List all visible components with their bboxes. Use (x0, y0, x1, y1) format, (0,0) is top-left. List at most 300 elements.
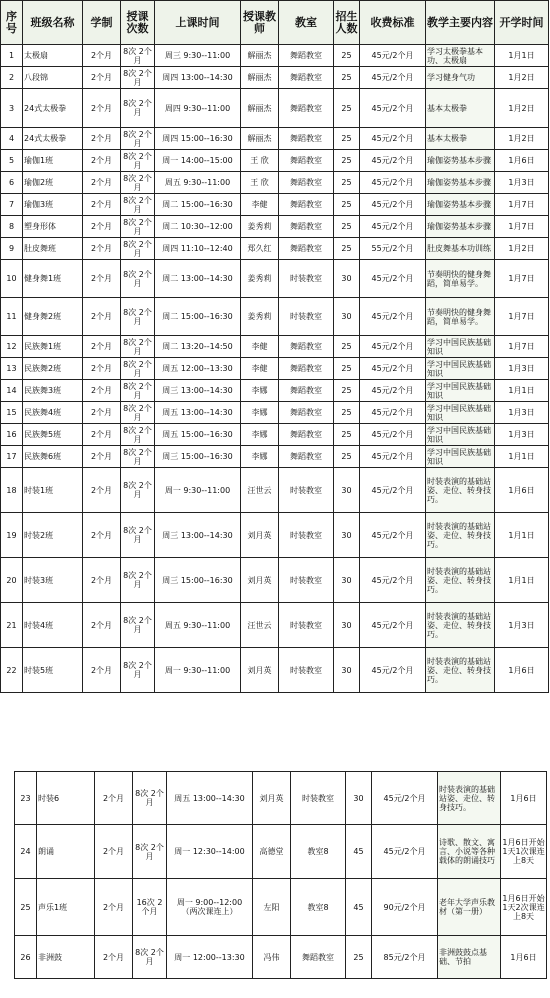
duration-cell: 2个月 (83, 260, 121, 298)
duration-cell: 2个月 (95, 879, 133, 936)
fee-cell: 45元/2个月 (360, 358, 426, 380)
start-date-cell: 1月6日 (501, 772, 547, 825)
fee-cell: 45元/2个月 (360, 45, 426, 67)
course-content-cell: 学习中国民族基础知识 (426, 358, 495, 380)
course-content-cell: 老年大学声乐教材（第一册） (438, 879, 501, 936)
start-date-cell: 1月7日 (495, 216, 549, 238)
course-content-cell: 学习中国民族基础知识 (426, 424, 495, 446)
fee-cell: 45元/2个月 (360, 468, 426, 513)
teacher-cell: 李健 (241, 358, 279, 380)
classroom-cell: 舞蹈教室 (279, 446, 334, 468)
class-name-cell: 瑜伽3班 (23, 194, 83, 216)
row-number-cell: 11 (1, 298, 23, 336)
fee-cell: 90元/2个月 (372, 879, 438, 936)
table-row (1, 45, 549, 67)
teacher-cell: 李健 (241, 194, 279, 216)
class-name-cell: 时装3班 (23, 558, 83, 603)
class-name-cell: 时装4班 (23, 603, 83, 648)
fee-cell: 45元/2个月 (360, 380, 426, 402)
classroom-cell: 时装教室 (279, 468, 334, 513)
course-content-cell: 基本太极拳 (426, 89, 495, 128)
enrollment-cell: 25 (334, 216, 360, 238)
duration-cell: 2个月 (83, 648, 121, 693)
class-name-cell: 民族舞3班 (23, 380, 83, 402)
duration-cell: 2个月 (83, 513, 121, 558)
enrollment-cell: 30 (334, 298, 360, 336)
course-content-cell: 时装表演的基础站姿、走位、转身技巧。 (426, 603, 495, 648)
start-date-cell: 1月1日 (495, 380, 549, 402)
class-name-cell: 时装5班 (23, 648, 83, 693)
header-cell: 教室 (279, 1, 334, 45)
fee-cell: 45元/2个月 (372, 825, 438, 879)
course-content-cell: 学习中国民族基础知识 (426, 380, 495, 402)
class-name-cell: 时装6 (37, 772, 95, 825)
sessions-cell: 8次 2个月 (121, 513, 155, 558)
row-number-cell: 9 (1, 238, 23, 260)
class-time-cell: 周三 15:00--16:30 (155, 558, 241, 603)
teacher-cell: 刘月英 (241, 513, 279, 558)
header-cell: 招生人数 (334, 1, 360, 45)
row-number-cell: 19 (1, 513, 23, 558)
course-content-cell: 时装表演的基础站姿、走位、转身技巧。 (438, 772, 501, 825)
class-name-cell: 太极扇 (23, 45, 83, 67)
fee-cell: 85元/2个月 (372, 936, 438, 979)
table-row (1, 216, 549, 238)
course-content-cell: 学习中国民族基础知识 (426, 402, 495, 424)
sessions-cell: 8次 2个月 (133, 772, 167, 825)
class-name-cell: 声乐1班 (37, 879, 95, 936)
duration-cell: 2个月 (83, 128, 121, 150)
class-time-cell: 周五 13:00--14:30 (155, 402, 241, 424)
teacher-cell: 王 欣 (241, 150, 279, 172)
fee-cell: 45元/2个月 (360, 216, 426, 238)
enrollment-cell: 25 (334, 402, 360, 424)
sessions-cell: 8次 2个月 (121, 424, 155, 446)
table-row (1, 380, 549, 402)
start-date-cell: 1月6日 (495, 150, 549, 172)
teacher-cell: 李健 (241, 336, 279, 358)
class-time-cell: 周五 9:30--11:00 (155, 603, 241, 648)
course-content-cell: 时装表演的基础站姿、走位、转身技巧。 (426, 513, 495, 558)
class-time-cell: 周二 15:00--16:30 (155, 194, 241, 216)
header-cell: 开学时间 (495, 1, 549, 45)
sessions-cell: 8次 2个月 (121, 358, 155, 380)
duration-cell: 2个月 (83, 558, 121, 603)
start-date-cell: 1月6日 (495, 648, 549, 693)
row-number-cell: 13 (1, 358, 23, 380)
table-header-row (1, 1, 549, 45)
class-name-cell: 八段锦 (23, 67, 83, 89)
course-content-cell: 诗歌、散文、寓言、小说等各种载体的朗诵技巧 (438, 825, 501, 879)
fee-cell: 45元/2个月 (360, 260, 426, 298)
table-row (1, 298, 549, 336)
start-date-cell: 1月3日 (495, 402, 549, 424)
class-name-cell: 24式太极拳 (23, 128, 83, 150)
class-name-cell: 民族舞5班 (23, 424, 83, 446)
class-name-cell: 民族舞4班 (23, 402, 83, 424)
duration-cell: 2个月 (83, 172, 121, 194)
row-number-cell: 18 (1, 468, 23, 513)
sessions-cell: 8次 2个月 (121, 603, 155, 648)
duration-cell: 2个月 (83, 402, 121, 424)
header-cell: 班级名称 (23, 1, 83, 45)
class-name-cell: 民族舞1班 (23, 336, 83, 358)
class-time-cell: 周二 13:20--14:50 (155, 336, 241, 358)
class-time-cell: 周一 9:30--11:00 (155, 648, 241, 693)
start-date-cell: 1月6日开始1天2次课连上8天 (501, 879, 547, 936)
row-number-cell: 1 (1, 45, 23, 67)
sessions-cell: 8次 2个月 (121, 336, 155, 358)
fee-cell: 45元/2个月 (360, 298, 426, 336)
fee-cell: 45元/2个月 (360, 89, 426, 128)
start-date-cell: 1月1日 (495, 558, 549, 603)
class-time-cell: 周二 10:30--12:00 (155, 216, 241, 238)
teacher-cell: 解丽杰 (241, 128, 279, 150)
classroom-cell: 时装教室 (279, 648, 334, 693)
row-number-cell: 14 (1, 380, 23, 402)
sessions-cell: 8次 2个月 (121, 260, 155, 298)
classroom-cell: 舞蹈教室 (279, 45, 334, 67)
classroom-cell: 时装教室 (279, 513, 334, 558)
sessions-cell: 16次 2个月 (133, 879, 167, 936)
class-time-cell: 周一 12:00--13:30 (167, 936, 253, 979)
row-number-cell: 23 (15, 772, 37, 825)
start-date-cell: 1月3日 (495, 424, 549, 446)
duration-cell: 2个月 (83, 298, 121, 336)
row-number-cell: 2 (1, 67, 23, 89)
teacher-cell: 王 欣 (241, 172, 279, 194)
fee-cell: 55元/2个月 (360, 238, 426, 260)
table-row (1, 150, 549, 172)
class-time-cell: 周三 13:00--14:30 (155, 380, 241, 402)
course-content-cell: 学习中国民族基础知识 (426, 336, 495, 358)
class-time-cell: 周四 9:30--11:00 (155, 89, 241, 128)
table-row (1, 358, 549, 380)
course-content-cell: 瑜伽姿势基本步骤 (426, 216, 495, 238)
table-row (1, 194, 549, 216)
sessions-cell: 8次 2个月 (121, 402, 155, 424)
teacher-cell: 郑久红 (241, 238, 279, 260)
duration-cell: 2个月 (83, 424, 121, 446)
class-time-cell: 周五 15:00--16:30 (155, 424, 241, 446)
table-row (1, 336, 549, 358)
duration-cell: 2个月 (83, 150, 121, 172)
class-time-cell: 周一 12:30--14:00 (167, 825, 253, 879)
fee-cell: 45元/2个月 (360, 558, 426, 603)
row-number-cell: 5 (1, 150, 23, 172)
class-name-cell: 健身舞2班 (23, 298, 83, 336)
start-date-cell: 1月6日开始1天1次课连上8天 (501, 825, 547, 879)
fee-cell: 45元/2个月 (372, 772, 438, 825)
sessions-cell: 8次 2个月 (121, 194, 155, 216)
row-number-cell: 21 (1, 603, 23, 648)
fee-cell: 45元/2个月 (360, 150, 426, 172)
start-date-cell: 1月7日 (495, 194, 549, 216)
teacher-cell: 冯伟 (253, 936, 291, 979)
enrollment-cell: 25 (334, 45, 360, 67)
enrollment-cell: 45 (346, 879, 372, 936)
classroom-cell: 舞蹈教室 (279, 336, 334, 358)
row-number-cell: 26 (15, 936, 37, 979)
classroom-cell: 舞蹈教室 (279, 89, 334, 128)
classroom-cell: 舞蹈教室 (279, 194, 334, 216)
table-row (15, 825, 547, 879)
duration-cell: 2个月 (83, 380, 121, 402)
duration-cell: 2个月 (95, 825, 133, 879)
fee-cell: 45元/2个月 (360, 424, 426, 446)
classroom-cell: 教室8 (291, 879, 346, 936)
sessions-cell: 8次 2个月 (121, 468, 155, 513)
classroom-cell: 时装教室 (279, 260, 334, 298)
enrollment-cell: 25 (334, 194, 360, 216)
duration-cell: 2个月 (83, 67, 121, 89)
class-time-cell: 周五 9:30--11:00 (155, 172, 241, 194)
row-number-cell: 15 (1, 402, 23, 424)
class-time-cell: 周四 13:00--14:30 (155, 67, 241, 89)
teacher-cell: 李娜 (241, 446, 279, 468)
fee-cell: 45元/2个月 (360, 648, 426, 693)
fee-cell: 45元/2个月 (360, 172, 426, 194)
enrollment-cell: 25 (334, 150, 360, 172)
duration-cell: 2个月 (95, 936, 133, 979)
header-cell: 学制 (83, 1, 121, 45)
teacher-cell: 姜秀莉 (241, 260, 279, 298)
sessions-cell: 8次 2个月 (121, 446, 155, 468)
enrollment-cell: 25 (334, 67, 360, 89)
course-content-cell: 节奏明快的健身舞蹈，简单易学。 (426, 260, 495, 298)
table-row (15, 879, 547, 936)
fee-cell: 45元/2个月 (360, 336, 426, 358)
course-content-cell: 学习健身气功 (426, 67, 495, 89)
sessions-cell: 8次 2个月 (133, 825, 167, 879)
course-table-continued (14, 771, 547, 979)
fee-cell: 45元/2个月 (360, 446, 426, 468)
classroom-cell: 舞蹈教室 (279, 67, 334, 89)
course-content-cell: 瑜伽姿势基本步骤 (426, 172, 495, 194)
teacher-cell: 李娜 (241, 402, 279, 424)
duration-cell: 2个月 (83, 89, 121, 128)
class-time-cell: 周四 15:00--16:30 (155, 128, 241, 150)
class-time-cell: 周四 11:10--12:40 (155, 238, 241, 260)
row-number-cell: 7 (1, 194, 23, 216)
table-row (1, 172, 549, 194)
enrollment-cell: 45 (346, 825, 372, 879)
classroom-cell: 舞蹈教室 (279, 424, 334, 446)
duration-cell: 2个月 (83, 468, 121, 513)
table-row (1, 89, 549, 128)
sessions-cell: 8次 2个月 (133, 936, 167, 979)
row-number-cell: 22 (1, 648, 23, 693)
course-content-cell: 瑜伽姿势基本步骤 (426, 150, 495, 172)
table-row (15, 936, 547, 979)
start-date-cell: 1月3日 (495, 172, 549, 194)
enrollment-cell: 30 (346, 772, 372, 825)
start-date-cell: 1月2日 (495, 128, 549, 150)
enrollment-cell: 25 (334, 238, 360, 260)
page-gap (0, 761, 550, 771)
sessions-cell: 8次 2个月 (121, 172, 155, 194)
start-date-cell: 1月3日 (495, 358, 549, 380)
row-number-cell: 16 (1, 424, 23, 446)
class-time-cell: 周五 12:00--13:30 (155, 358, 241, 380)
row-number-cell: 12 (1, 336, 23, 358)
class-name-cell: 非洲鼓 (37, 936, 95, 979)
sessions-cell: 8次 2个月 (121, 216, 155, 238)
course-content-cell: 非洲鼓鼓点基础、节拍 (438, 936, 501, 979)
start-date-cell: 1月6日 (495, 468, 549, 513)
duration-cell: 2个月 (83, 336, 121, 358)
table-row (1, 402, 549, 424)
enrollment-cell: 25 (334, 336, 360, 358)
teacher-cell: 姜秀莉 (241, 298, 279, 336)
teacher-cell: 汪世云 (241, 603, 279, 648)
start-date-cell: 1月1日 (495, 446, 549, 468)
course-content-cell: 时装表演的基础站姿、走位、转身技巧。 (426, 468, 495, 513)
classroom-cell: 舞蹈教室 (291, 936, 346, 979)
fee-cell: 45元/2个月 (360, 513, 426, 558)
enrollment-cell: 30 (334, 468, 360, 513)
course-content-cell: 学习太极拳基本功、太极扇 (426, 45, 495, 67)
classroom-cell: 舞蹈教室 (279, 402, 334, 424)
class-name-cell: 健身舞1班 (23, 260, 83, 298)
class-name-cell: 塑身形体 (23, 216, 83, 238)
start-date-cell: 1月7日 (495, 336, 549, 358)
teacher-cell: 刘月英 (241, 558, 279, 603)
start-date-cell: 1月7日 (495, 298, 549, 336)
table-row (1, 260, 549, 298)
classroom-cell: 舞蹈教室 (279, 358, 334, 380)
sessions-cell: 8次 2个月 (121, 128, 155, 150)
teacher-cell: 解丽杰 (241, 89, 279, 128)
classroom-cell: 舞蹈教室 (279, 172, 334, 194)
enrollment-cell: 25 (334, 358, 360, 380)
start-date-cell: 1月7日 (495, 260, 549, 298)
class-time-cell: 周三 13:00--14:30 (155, 513, 241, 558)
duration-cell: 2个月 (83, 358, 121, 380)
class-time-cell: 周五 13:00--14:30 (167, 772, 253, 825)
duration-cell: 2个月 (83, 446, 121, 468)
header-cell: 授课次数 (121, 1, 155, 45)
row-number-cell: 17 (1, 446, 23, 468)
enrollment-cell: 30 (334, 648, 360, 693)
row-number-cell: 10 (1, 260, 23, 298)
duration-cell: 2个月 (95, 772, 133, 825)
teacher-cell: 汪世云 (241, 468, 279, 513)
enrollment-cell: 25 (334, 424, 360, 446)
row-number-cell: 24 (15, 825, 37, 879)
class-name-cell: 瑜伽2班 (23, 172, 83, 194)
header-cell: 收费标准 (360, 1, 426, 45)
classroom-cell: 时装教室 (279, 558, 334, 603)
class-name-cell: 肚皮舞班 (23, 238, 83, 260)
classroom-cell: 时装教室 (279, 603, 334, 648)
course-content-cell: 节奏明快的健身舞蹈，简单易学。 (426, 298, 495, 336)
teacher-cell: 刘月英 (241, 648, 279, 693)
sessions-cell: 8次 2个月 (121, 89, 155, 128)
duration-cell: 2个月 (83, 194, 121, 216)
enrollment-cell: 25 (334, 172, 360, 194)
sessions-cell: 8次 2个月 (121, 298, 155, 336)
table-row (1, 513, 549, 558)
teacher-cell: 刘月英 (253, 772, 291, 825)
table-row (1, 424, 549, 446)
sessions-cell: 8次 2个月 (121, 150, 155, 172)
class-name-cell: 24式太极拳 (23, 89, 83, 128)
row-number-cell: 20 (1, 558, 23, 603)
class-name-cell: 民族舞6班 (23, 446, 83, 468)
course-content-cell: 时装表演的基础站姿、走位、转身技巧。 (426, 648, 495, 693)
class-name-cell: 时装1班 (23, 468, 83, 513)
start-date-cell: 1月3日 (495, 603, 549, 648)
class-name-cell: 时装2班 (23, 513, 83, 558)
enrollment-cell: 30 (334, 603, 360, 648)
classroom-cell: 舞蹈教室 (279, 216, 334, 238)
teacher-cell: 李娜 (241, 380, 279, 402)
header-cell: 教学主要内容 (426, 1, 495, 45)
row-number-cell: 25 (15, 879, 37, 936)
duration-cell: 2个月 (83, 603, 121, 648)
class-time-cell: 周三 15:00--16:30 (155, 446, 241, 468)
enrollment-cell: 25 (346, 936, 372, 979)
enrollment-cell: 30 (334, 513, 360, 558)
row-number-cell: 6 (1, 172, 23, 194)
classroom-cell: 时装教室 (291, 772, 346, 825)
class-time-cell: 周二 13:00--14:30 (155, 260, 241, 298)
table-row (1, 468, 549, 513)
classroom-cell: 舞蹈教室 (279, 238, 334, 260)
classroom-cell: 舞蹈教室 (279, 128, 334, 150)
start-date-cell: 1月2日 (495, 89, 549, 128)
teacher-cell: 李娜 (241, 424, 279, 446)
sessions-cell: 8次 2个月 (121, 238, 155, 260)
row-number-cell: 8 (1, 216, 23, 238)
duration-cell: 2个月 (83, 238, 121, 260)
classroom-cell: 舞蹈教室 (279, 380, 334, 402)
classroom-cell: 舞蹈教室 (279, 150, 334, 172)
header-cell: 授课教师 (241, 1, 279, 45)
fee-cell: 45元/2个月 (360, 194, 426, 216)
teacher-cell: 解丽杰 (241, 67, 279, 89)
class-time-cell: 周三 9:30--11:00 (155, 45, 241, 67)
header-cell: 序号 (1, 1, 23, 45)
table-row (1, 67, 549, 89)
class-name-cell: 瑜伽1班 (23, 150, 83, 172)
start-date-cell: 1月6日 (501, 936, 547, 979)
enrollment-cell: 25 (334, 446, 360, 468)
table-row (1, 446, 549, 468)
sessions-cell: 8次 2个月 (121, 558, 155, 603)
enrollment-cell: 30 (334, 558, 360, 603)
table-row (1, 603, 549, 648)
teacher-cell: 解丽杰 (241, 45, 279, 67)
class-time-cell: 周一 14:00--15:00 (155, 150, 241, 172)
table-row (1, 558, 549, 603)
classroom-cell: 时装教室 (279, 298, 334, 336)
teacher-cell: 高德堂 (253, 825, 291, 879)
table-row (15, 772, 547, 825)
enrollment-cell: 25 (334, 380, 360, 402)
sessions-cell: 8次 2个月 (121, 67, 155, 89)
teacher-cell: 左阳 (253, 879, 291, 936)
course-content-cell: 基本太极拳 (426, 128, 495, 150)
start-date-cell: 1月2日 (495, 238, 549, 260)
teacher-cell: 姜秀莉 (241, 216, 279, 238)
fee-cell: 45元/2个月 (360, 67, 426, 89)
enrollment-cell: 25 (334, 89, 360, 128)
start-date-cell: 1月2日 (495, 67, 549, 89)
class-name-cell: 朗诵 (37, 825, 95, 879)
table-row (1, 128, 549, 150)
